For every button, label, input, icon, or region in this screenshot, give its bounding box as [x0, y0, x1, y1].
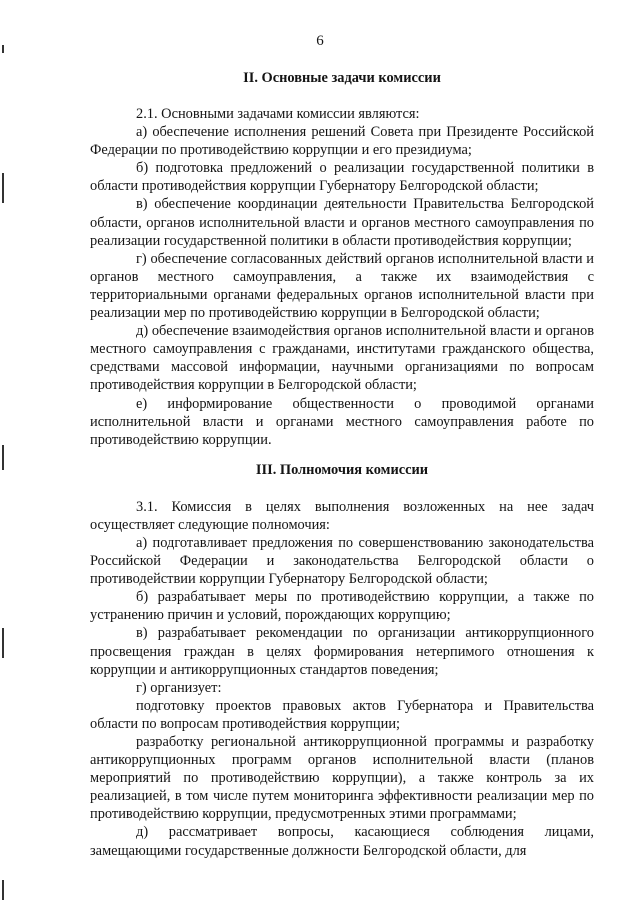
margin-mark	[2, 445, 4, 470]
margin-mark	[2, 173, 4, 203]
section-3-paragraph: г) организует:	[136, 679, 222, 696]
section-3-paragraph: подготовку проектов правовых актов Губернатора и Правительства области по вопросам противодействия коррупции;	[90, 697, 594, 732]
section-3-paragraph: б) разрабатывает меры по противодействию коррупции, а также по устранению причин и условий, порождающих коррупцию;	[90, 589, 594, 624]
section-3-title: III. Полномочия комиссии	[255, 461, 429, 478]
margin-mark	[2, 628, 4, 658]
section-2-paragraph: д) обеспечение взаимодействия органов исполнительной власти и органов местного самоуправления с гражданами, институтами гражданского общества, средствами массовой информации, научными организациями по вопросам противодействия коррупции в Белгородской области;	[90, 323, 594, 394]
page-number: 6	[316, 33, 324, 49]
section-3-paragraph: в) разрабатывает рекомендации по организации антикоррупционного просвещения граждан в целях формирования нетерпимого отношения к коррупции и антикоррупционных стандартов поведения;	[90, 625, 594, 678]
section-2-paragraph: в) обеспечение координации деятельности Правительства Белгородской области, органов исполнительной власти и органов местного самоуправления по реализации государственной политики в области противодействия коррупции;	[90, 196, 594, 249]
section-3-paragraph: д) рассматривает вопросы, касающиеся соблюдения лицами, замещающими государственные должности Белгородской области, для	[90, 824, 594, 859]
section-2-paragraph: б) подготовка предложений о реализации государственной политики в области противодействия коррупции Губернатору Белгородской области;	[90, 160, 594, 195]
margin-mark	[2, 880, 4, 900]
section-3-paragraph: разработку региональной антикоррупционной программы и разработку антикоррупционных программ органов исполнительной власти (планов мероприятий по противодействию коррупции), а также контроль за их реализацией, в том числе путем мониторинга эффективности реализации мер по противодействию коррупции, предусмотренных этими программами;	[90, 734, 594, 823]
section-3-paragraph: 3.1. Комиссия в целях выполнения возложенных на нее задач осуществляет следующие полномочия:	[90, 498, 594, 533]
section-2-paragraph: 2.1. Основными задачами комиссии являются:	[136, 106, 420, 122]
section-3-paragraph: а) подготавливает предложения по совершенствованию законодательства Российской Федерации и законодательства Белгородской области о противодействии коррупции Губернатору Белгородской области;	[90, 534, 594, 588]
document-body	[90, 69, 594, 860]
section-2-title: II. Основные задачи комиссии	[243, 70, 441, 86]
section-2-paragraph: а) обеспечение исполнения решений Совета при Президенте Российской Федерации по противодействию коррупции и его президиума;	[90, 124, 594, 159]
section-2-paragraph: е) информирование общественности о проводимой органами исполнительной власти и органами местного самоуправления работе по противодействию коррупции.	[90, 395, 594, 448]
section-2-paragraph: г) обеспечение согласованных действий органов исполнительной власти и органов местного самоуправления, а также их взаимодействия с территориальными органами федеральных органов исполнительной власти при реализации мер по противодействию коррупции в Белгородской области;	[90, 250, 594, 322]
